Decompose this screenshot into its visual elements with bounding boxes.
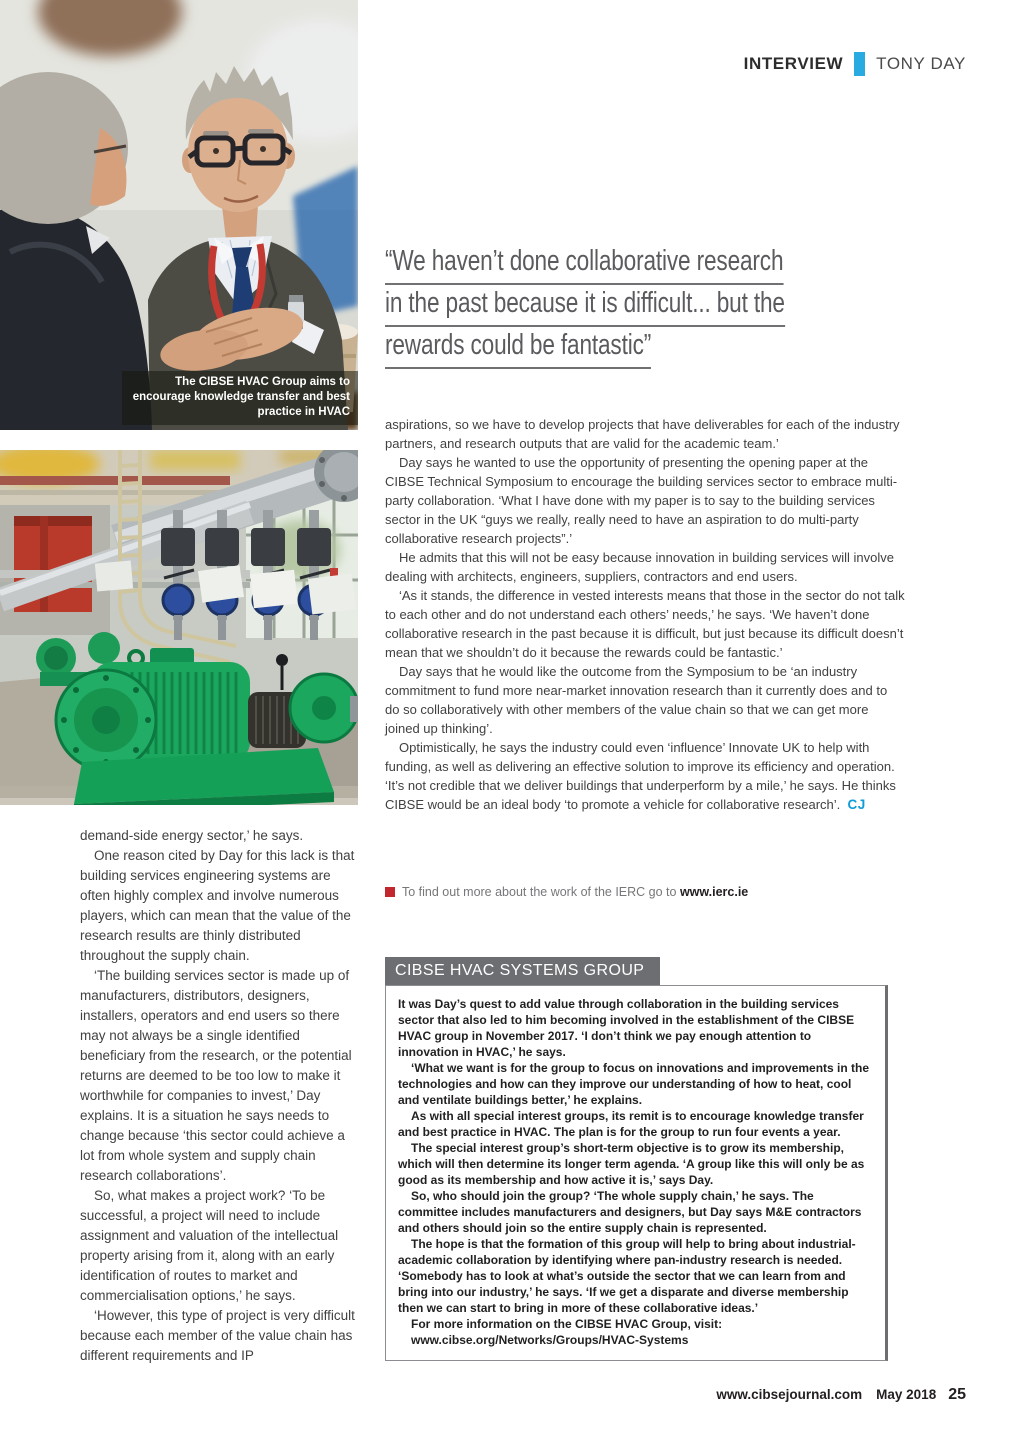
pull-quote-line xyxy=(385,246,925,288)
interview-photo-illustration xyxy=(0,0,358,430)
box-paragraph: The special interest group’s short-term objective is to grow its membership, which will then determine its longer term agenda. ‘A group like this will only be as good as its membership and how active it is,’ says Day. xyxy=(398,1141,865,1187)
footnote-link[interactable]: www.ierc.ie xyxy=(679,885,749,899)
right-column xyxy=(385,415,905,814)
box-paragraph: The hope is that the formation of this group will help to bring about industrial-academic collaboration by identifying where pan-industry research is needed. ‘Somebody has to look at what’s outside the sector that we can learn from and bring into our industry,’ he says. ‘If we get a disparate and diverse membership then we can start to bring in more of these collaborative ideas.’ xyxy=(398,1237,856,1315)
pull-quote-line xyxy=(385,330,925,372)
paragraph: So, what makes a project work? ‘To be successful, a project will need to include assignment and valuation of the intellectual property arising from it, along with an early identification of routes to market and commercialisation options,’ he says. xyxy=(80,1188,339,1303)
box-paragraph: ‘What we want is for the group to focus on innovations and improvements in the technologies and how can they improve our understanding of how to heat, cool and ventilate buildings better,’ he explains. xyxy=(398,1061,870,1107)
paragraph: ‘As it stands, the difference in vested interests means that those in the sector do not talk to each other and do not understand each others’ needs,’ he says. ‘We haven’t done collaborative research in the past because it is difficult, but just because its difficult doesn’t mean that we shouldn’t do it because the rewards could be fantastic.’ xyxy=(385,588,905,660)
paragraph xyxy=(385,738,905,814)
plant-room-photo xyxy=(0,450,358,805)
paragraph-text: Optimistically, he says the industry could even ‘influence’ Innovate UK to help with funding, as well as delivering an effective solution to improve its efficiency and operation. ‘It’s not credible that we deliver buildings that underperform by a mile,’ he says. He thinks CIBSE would be an ideal body ‘to promote a vehicle for collaborative research’. xyxy=(385,740,896,812)
pull-quote xyxy=(385,246,925,372)
paragraph: aspirations, so we have to develop projects that have deliverables for each of the industry partners, and research outputs that are valid for the academic team.’ xyxy=(385,417,900,451)
page-footer xyxy=(716,1386,966,1404)
interviewee-name: TONY DAY xyxy=(876,54,966,73)
plant-room-photo-illustration xyxy=(0,450,358,805)
footer-site: www.cibsejournal.com xyxy=(716,1387,863,1402)
hvac-group-box xyxy=(385,957,888,1361)
paragraph: demand-side energy sector,’ he says. xyxy=(80,828,304,843)
square-bullet-icon xyxy=(385,887,395,897)
paragraph: Day says that he would like the outcome from the Symposium to be ‘an industry commitment to fund more near-market innovation research than it currently does and to do so collaboratively with other members of the value chain so that we can get more joined up thinking’. xyxy=(385,664,888,736)
pull-quote-text: rewards could be fantastic” xyxy=(385,330,651,369)
box-body xyxy=(385,985,888,1361)
page-header xyxy=(744,52,966,76)
paragraph: ‘The building services sector is made up of manufacturers, distributors, designers, installers, operators and end users so there may not always be a single identified beneficiary from the research, or the potential returns are deemed to be too low to make it worthwhile for companies to invest,’ Day explains. It is a situation he says needs to change because ‘this sector could achieve a lot from whole system and supply chain research collaborations’. xyxy=(80,968,352,1183)
footnote-text xyxy=(402,884,748,900)
section-label: INTERVIEW xyxy=(743,54,844,73)
box-url-link[interactable]: www.cibse.org/Networks/Groups/HVAC-Systems xyxy=(411,1333,689,1347)
photo-caption: The CIBSE HVAC Group aims to encourage knowledge transfer and best practice in HVAC xyxy=(122,371,358,425)
footnote-lead: To find out more about the work of the IERC go to xyxy=(402,885,680,899)
footnote xyxy=(385,884,905,900)
pull-quote-text: “We haven’t done collaborative research xyxy=(385,246,783,285)
left-column xyxy=(80,826,360,1366)
footer-page-number: 25 xyxy=(948,1386,966,1403)
paragraph: One reason cited by Day for this lack is that building services engineering systems are often highly complex and involve numerous players, which can mean that the value of the research results are thinly distributed throughout the supply chain. xyxy=(80,848,355,963)
footer-issue-date: May 2018 xyxy=(876,1387,937,1402)
paragraph: Day says he wanted to use the opportunity of presenting the opening paper at the CIBSE Technical Symposium to encourage the building services sector to embrace multi-party collaboration. ‘What I have done with my paper is to say to the building services sector in the UK “guys we really, really need to have an aspiration to do multi-party collaborative research projects”.’ xyxy=(385,455,898,546)
pull-quote-text: in the past because it is difficult... but the xyxy=(385,288,785,327)
box-paragraph: It was Day’s quest to add value through collaboration in the building services sector that also led to him becoming involved in the establishment of the CIBSE HVAC group in November 2017. ‘I don’t think we pay enough attention to innovation in HVAC,’ he says. xyxy=(398,997,855,1059)
interview-photo xyxy=(0,0,358,430)
paragraph: He admits that this will not be easy because innovation in building services will involve dealing with architects, engineers, suppliers, contractors and end users. xyxy=(385,550,894,584)
box-paragraph: So, who should join the group? ‘The whole supply chain,’ he says. The committee includes manufacturers and designers, but Day says M&E contractors and others should join so the entire supply chain is represented. xyxy=(398,1189,862,1235)
box-cta: For more information on the CIBSE HVAC Group, visit: xyxy=(411,1317,723,1331)
box-paragraph: As with all special interest groups, its remit is to encourage knowledge transfer and best practice in HVAC. The plan is for the group to run four events a year. xyxy=(398,1109,864,1139)
box-title: CIBSE HVAC SYSTEMS GROUP xyxy=(385,957,660,985)
pull-quote-line xyxy=(385,288,925,330)
header-divider-bar xyxy=(854,52,865,76)
article-end-mark: CJ xyxy=(847,797,866,812)
paragraph: ‘However, this type of project is very difficult because each member of the value chain has different requirements and IP xyxy=(80,1308,355,1363)
